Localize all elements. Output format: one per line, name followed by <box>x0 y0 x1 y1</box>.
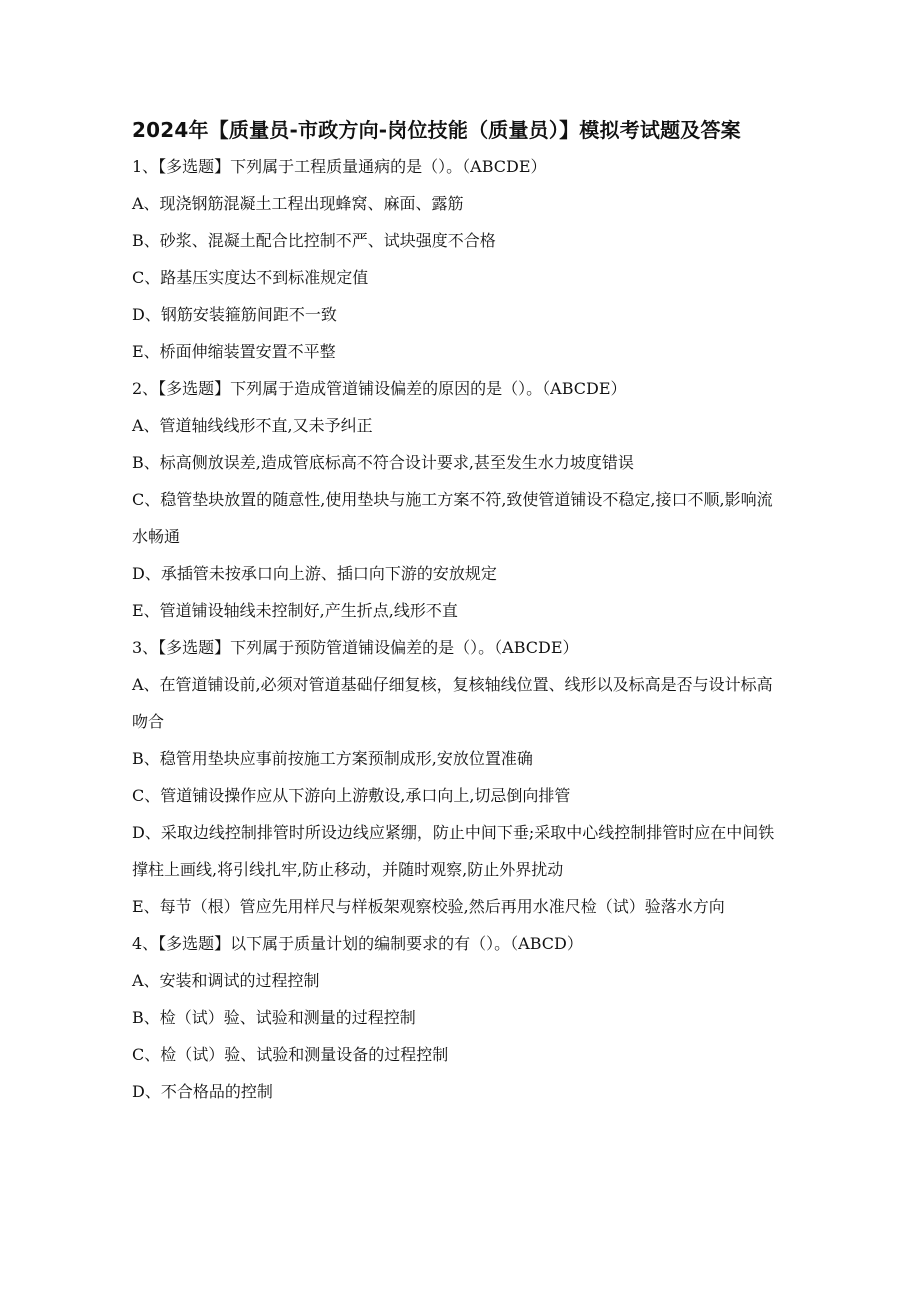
question-3 <box>132 629 792 925</box>
option-b: B、标高侧放误差,造成管底标高不符合设计要求,甚至发生水力坡度错误 <box>132 453 634 472</box>
document-title: 2024年【质量员-市政方向-岗位技能（质量员）】模拟考试题及答案 <box>132 118 741 142</box>
option-b: B、检（试）验、试验和测量的过程控制 <box>132 1008 416 1027</box>
question-1 <box>132 148 792 370</box>
option-d: D、采取边线控制排管时所设边线应紧绷，防止中间下垂;采取中心线控制排管时应在中间铁撑柱上画线,将引线扎牢,防止移动，并随时观察,防止外界扰动 <box>132 823 775 879</box>
option-a: A、安装和调试的过程控制 <box>132 971 320 990</box>
option-e: E、管道铺设轴线未控制好,产生折点,线形不直 <box>132 601 458 620</box>
option-a: A、管道轴线线形不直,又未予纠正 <box>132 416 373 435</box>
option-a: A、现浇钢筋混凝土工程出现蜂窝、麻面、露筋 <box>132 194 464 213</box>
option-a: A、在管道铺设前,必须对管道基础仔细复核，复核轴线位置、线形以及标高是否与设计标高吻合 <box>132 675 773 731</box>
option-d: D、不合格品的控制 <box>132 1082 273 1101</box>
option-d: D、钢筋安装箍筋间距不一致 <box>132 305 337 324</box>
option-b: B、稳管用垫块应事前按施工方案预制成形,安放位置准确 <box>132 749 533 768</box>
question-4 <box>132 925 792 1110</box>
question-stem: 2、【多选题】下列属于造成管道铺设偏差的原因的是（）。（ABCDE） <box>132 379 627 398</box>
option-c: C、路基压实度达不到标准规定值 <box>132 268 369 287</box>
question-stem: 1、【多选题】下列属于工程质量通病的是（）。（ABCDE） <box>132 157 547 176</box>
question-stem: 4、【多选题】以下属于质量计划的编制要求的有（）。（ABCD） <box>132 934 583 953</box>
document-page <box>132 112 792 1110</box>
option-c: C、管道铺设操作应从下游向上游敷设,承口向上,切忌倒向排管 <box>132 786 571 805</box>
option-c: C、检（试）验、试验和测量设备的过程控制 <box>132 1045 449 1064</box>
question-stem: 3、【多选题】下列属于预防管道铺设偏差的是（）。（ABCDE） <box>132 638 579 657</box>
option-d: D、承插管未按承口向上游、插口向下游的安放规定 <box>132 564 497 583</box>
option-e: E、桥面伸缩装置安置不平整 <box>132 342 336 361</box>
option-e: E、每节（根）管应先用样尺与样板架观察校验,然后再用水准尺检（试）验落水方向 <box>132 897 725 916</box>
option-c: C、稳管垫块放置的随意性,使用垫块与施工方案不符,致使管道铺设不稳定,接口不顺,影响流水畅通 <box>132 490 773 546</box>
question-2 <box>132 370 792 629</box>
option-b: B、砂浆、混凝土配合比控制不严、试块强度不合格 <box>132 231 496 250</box>
